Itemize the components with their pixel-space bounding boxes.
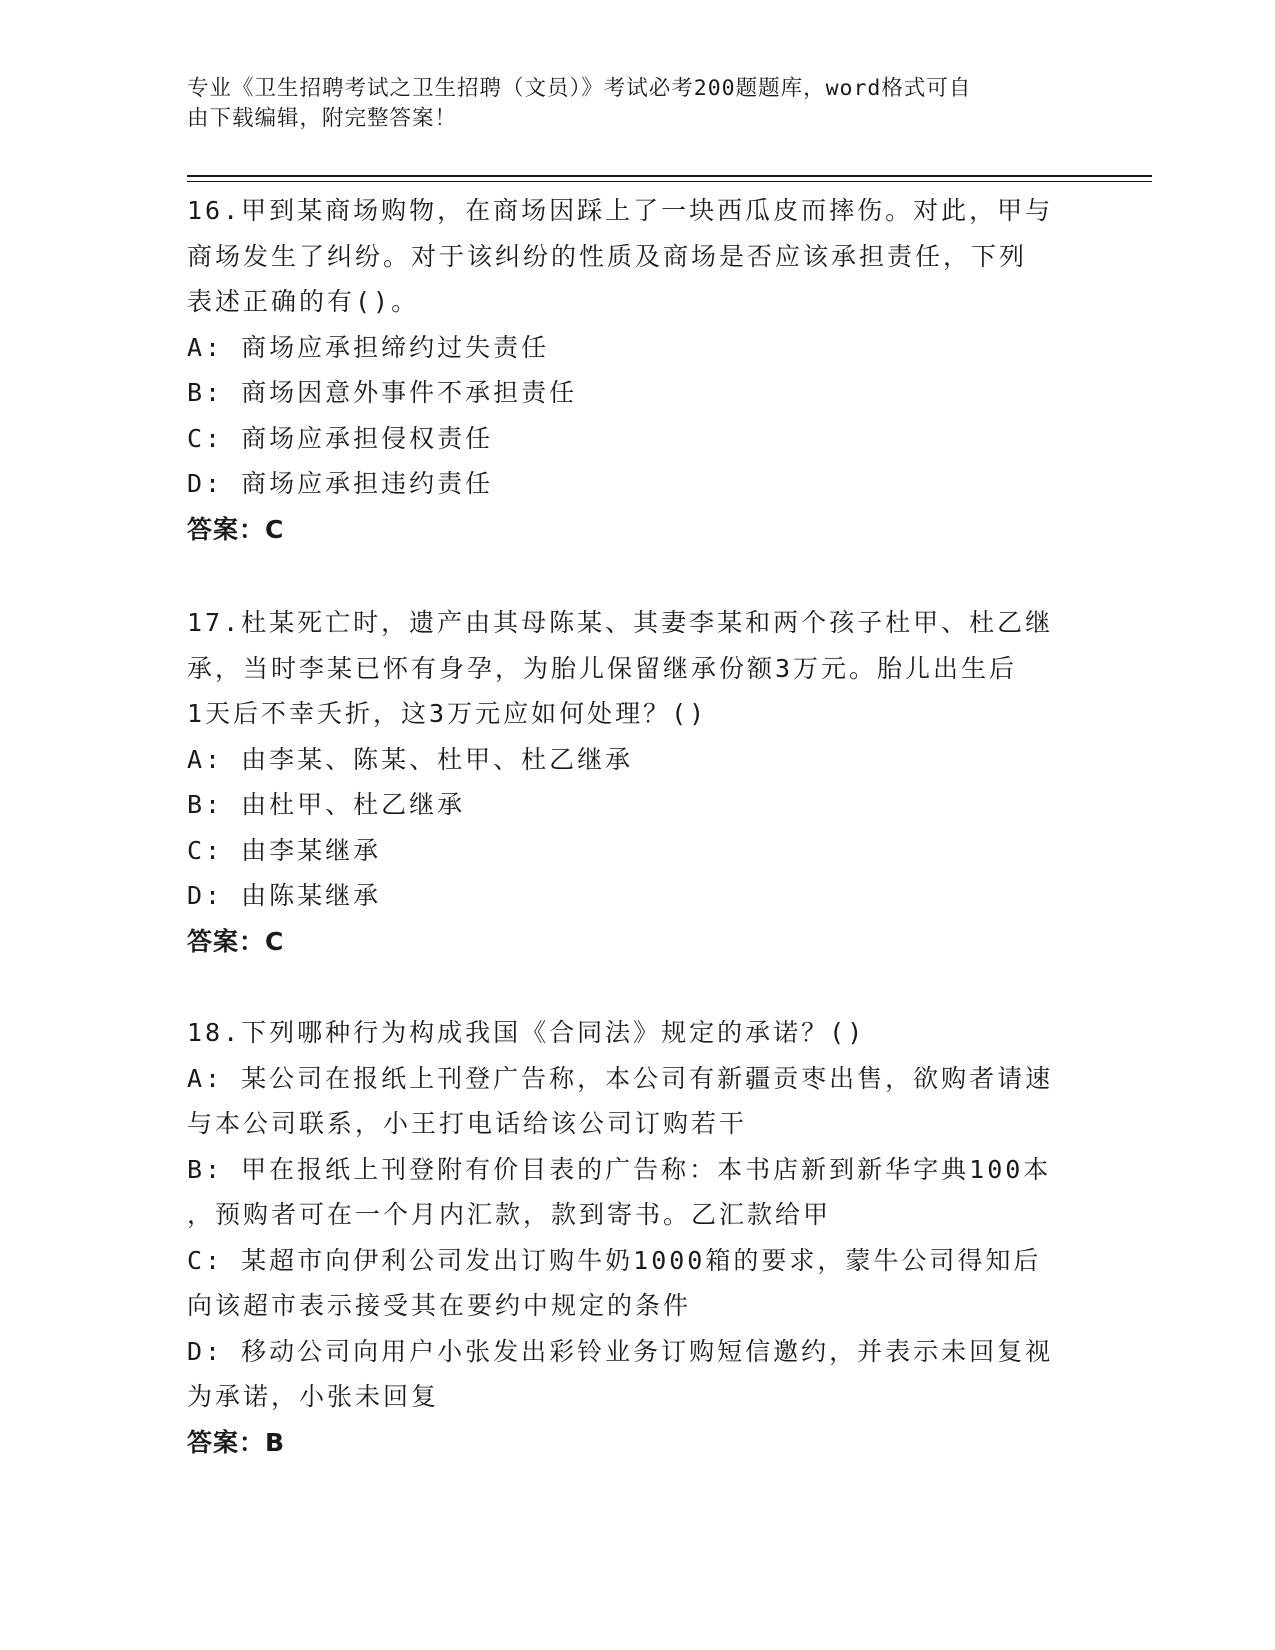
document-header: [187, 74, 1067, 134]
option-c-continued: 向该超市表示接受其在要约中规定的条件: [187, 1291, 692, 1320]
option-d: D: 商场应承担违约责任: [187, 469, 494, 498]
answer-line: 答案：B: [187, 1427, 286, 1457]
option-a-continued: 与本公司联系，小王打电话给该公司订购若干: [187, 1109, 748, 1138]
question-stem-line: 承，当时李某已怀有身孕，为胎儿保留继承份额3万元。胎儿出生后: [187, 653, 1018, 683]
answer-line: 答案：C: [187, 926, 285, 956]
option-a: A: 由李某、陈某、杜甲、杜乙继承: [187, 744, 634, 774]
answer-line: 答案：C: [187, 514, 285, 544]
option-c: C: 由李某继承: [187, 835, 382, 865]
header-divider-thin: [187, 181, 1152, 182]
question-stem-line: 17.杜某死亡时，遗产由其母陈某、其妻李某和两个孩子杜甲、杜乙继: [187, 608, 1054, 637]
option-b: B: 甲在报纸上刊登附有价目表的广告称：本书店新到新华字典100本: [187, 1154, 1052, 1184]
header-line-1: 专业《卫生招聘考试之卫生招聘（文员）》考试必考200题题库，word格式可自: [187, 76, 972, 101]
option-a: A: 商场应承担缔约过失责任: [187, 332, 550, 362]
question-stem-line: 商场发生了纠纷。对于该纠纷的性质及商场是否应该承担责任，下列: [187, 241, 1028, 271]
question-stem-line: 18.下列哪种行为构成我国《合同法》规定的承诺？(): [187, 1018, 866, 1047]
option-d-continued: 为承诺，小张未回复: [187, 1382, 440, 1411]
question-16: [187, 188, 1077, 552]
option-c: C: 商场应承担侵权责任: [187, 423, 494, 453]
header-line-2: 由下载编辑，附完整答案！: [187, 106, 458, 131]
question-18: [187, 1010, 1077, 1465]
option-d: D: 由陈某继承: [187, 881, 382, 910]
question-17: [187, 600, 1077, 964]
option-c: C: 某超市向伊利公司发出订购牛奶1000箱的要求，蒙牛公司得知后: [187, 1245, 1042, 1275]
header-divider-thick: [187, 175, 1152, 177]
question-stem-line: 16.甲到某商场购物，在商场因踩上了一块西瓜皮而摔伤。对此，甲与: [187, 196, 1054, 225]
option-a: A: 某公司在报纸上刊登广告称，本公司有新疆贡枣出售，欲购者请速: [187, 1063, 1054, 1093]
option-b-continued: ，预购者可在一个月内汇款，款到寄书。乙汇款给甲: [187, 1200, 832, 1229]
option-b: B: 由杜甲、杜乙继承: [187, 790, 466, 819]
option-b: B: 商场因意外事件不承担责任: [187, 378, 578, 407]
question-stem-line: 表述正确的有()。: [187, 287, 420, 316]
question-stem-line: 1天后不幸夭折，这3万元应如何处理？(): [187, 699, 708, 728]
option-d: D: 移动公司向用户小张发出彩铃业务订购短信邀约，并表示未回复视: [187, 1336, 1054, 1366]
